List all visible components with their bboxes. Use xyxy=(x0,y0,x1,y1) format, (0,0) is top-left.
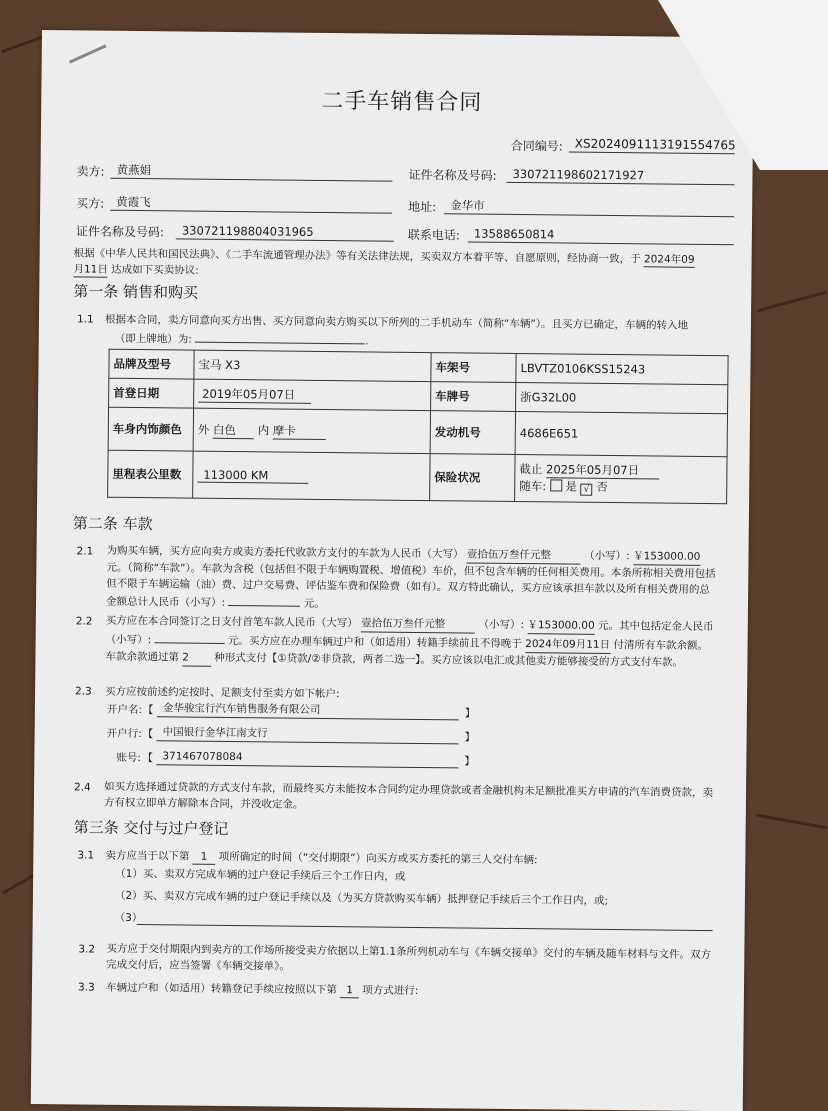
brand-value: 宝马 X3 xyxy=(194,350,431,381)
phone-label: 联系电话: xyxy=(407,227,460,243)
checkbox-no-checked[interactable]: √ xyxy=(580,484,592,496)
mileage-label: 里程表公里数 xyxy=(108,450,193,498)
reg-date-value: 2019年05月07日 xyxy=(198,385,311,403)
payment-method-number: 2 xyxy=(182,650,211,667)
color-exterior: 白色 xyxy=(213,421,254,438)
intro-text-b: 达成如下买卖协议: xyxy=(111,263,199,277)
transfer-option-number: 1 xyxy=(340,983,359,998)
clause-2-2 xyxy=(105,613,716,672)
final-payment-date: 2024年09月11日 xyxy=(525,636,610,654)
seller-id: 330721198602171927 xyxy=(506,167,734,185)
clause-2-2-b: 元。其中包括定金人民币（小写）: xyxy=(105,619,714,647)
account-number: 371467078084 xyxy=(156,749,458,768)
engine-label: 发动机号 xyxy=(430,411,515,455)
staple xyxy=(69,44,107,63)
clause-2-1-a: 为购买车辆，买方应向卖方或卖方委托代收款方支付的车款为人民币（大写） xyxy=(106,544,464,561)
clause-3-3-b: 项方式进行: xyxy=(362,984,419,997)
transfer-location-blank xyxy=(195,330,365,345)
total-amount-blank xyxy=(228,593,300,607)
price-small-label-2-2: （小写）: xyxy=(478,618,525,632)
clause-2-1-c: 元。 xyxy=(303,597,325,610)
phone: 13588650814 xyxy=(468,226,734,245)
clause-2-2-d: 付清所有车款余额。车款余款通过第 xyxy=(105,639,709,664)
vehicle-table xyxy=(107,349,729,504)
clause-3-3-a: 车辆过户和（如适用）转籍登记手续应按照以下第 xyxy=(105,981,338,997)
reg-date-label: 首登日期 xyxy=(109,378,194,408)
clause-2-1-num: 2.1 xyxy=(76,545,94,558)
clause-2-1 xyxy=(106,543,717,616)
price-amount-2-1: ￥153000.00 xyxy=(633,548,700,566)
insurance-with-label: 随车: xyxy=(519,479,547,494)
seller-label: 卖方: xyxy=(76,164,105,179)
contract-no-label: 合同编号: xyxy=(510,138,563,154)
clause-2-2-c: 元。买方应在办理车辆过户和（如适用）转籍手续前且不得晚于 xyxy=(227,634,522,651)
buyer-name: 黄霞飞 xyxy=(110,195,392,214)
clause-3-2-text: 买方应于交付期限内到卖方的工作场所接受卖方依据以上第1.1条所列机动车与《车辆交接单》交付的车辆及随车材料与文件。双方完成交付后，应当签署《车辆交接单》。 xyxy=(106,942,712,973)
buyer-label: 买方: xyxy=(76,196,105,211)
intro-date-a: 2024年09 xyxy=(643,253,695,266)
clause-3-1-num: 3.1 xyxy=(77,849,95,862)
account-bank: 中国银行金华江南支行 xyxy=(157,725,459,744)
account-bank-label: 开户行: xyxy=(106,727,142,741)
clause-1-1-line1: 根据本合同，卖方同意向买方出售、买方同意向卖方购买以下所列的二手机动车（简称“车辆”）。且买方已确定，车辆的转入地 xyxy=(104,313,689,332)
brand-label: 品牌及型号 xyxy=(109,349,194,379)
color-exterior-label: 外 xyxy=(197,422,210,437)
account-name-label: 开户名: xyxy=(106,703,142,717)
insurance-with-car-row xyxy=(519,478,722,497)
engine-value: 4686E651 xyxy=(515,411,727,456)
clause-2-4-num: 2.4 xyxy=(74,781,91,794)
insurance-until-row xyxy=(519,461,722,480)
delivery-option-1: （1）买、卖双方完成车辆的过户登记手续后三个工作日内，或 xyxy=(115,867,406,883)
checkbox-yes[interactable] xyxy=(550,479,562,491)
article-1-title: 第一条 销售和购买 xyxy=(73,282,199,302)
vin-value: LBVTZ0106KSS15243 xyxy=(516,353,728,384)
color-label: 车身内饰颜色 xyxy=(108,407,193,451)
clause-2-1-b: 元。（简称“车款”）。车款为含税（包括但不限于车辆购置税、增值税）车价，但不包含车辆的任何相关费用。本条所称相关费用包括但不限于车辆运输（油）费、过户交易费、评估鉴车费和保险费（如有）。双方特此确认，买方应该承担车款以及所有相关费用的总金额总计人民币（小写）: xyxy=(105,561,716,609)
insurance-yes: 是 xyxy=(565,479,578,494)
clause-2-3-num: 2.3 xyxy=(75,685,92,698)
insurance-until-label: 截止 xyxy=(519,462,543,477)
clause-2-2-e: 种形式支付【①贷款/②非贷款，两者二选一】。买方应该以电汇或其他卖方能够接受的方式支付车款。 xyxy=(214,651,683,669)
plate-value: 浙G32L00 xyxy=(516,382,728,413)
clause-1-1-text: （即上牌地）为: xyxy=(114,332,192,346)
price-amount-2-2: ￥153000.00 xyxy=(527,617,594,635)
intro-text-a: 根据《中华人民共和国民法典》、《二手车流通管理办法》等有关法律法规，买卖双方本着平等、自愿原则，经协商一致，于 xyxy=(73,247,641,266)
color-cell xyxy=(193,408,430,453)
insurance-label: 保险状况 xyxy=(430,454,515,502)
insurance-cell xyxy=(515,454,727,503)
address-label: 地址: xyxy=(408,199,437,215)
deposit-blank xyxy=(154,630,224,644)
article-2-title: 第二条 车款 xyxy=(72,514,153,534)
account-number-label: 账号: xyxy=(116,751,141,765)
article-3-title: 第三条 交付与过户登记 xyxy=(73,818,229,838)
insurance-no: 否 xyxy=(596,479,608,494)
intro-line-2 xyxy=(73,262,198,278)
clause-2-3-text: 买方应按前述约定按时、足额支付至卖方如下帐户: xyxy=(105,685,340,701)
vin-label: 车架号 xyxy=(431,353,516,383)
clause-2-4-text: 如买方选择通过贷款的方式支付车款，而最终买方未能按本合同约定办理贷款或者金融机构未足额批准买方申请的汽车消费贷款，卖方有权立即单方解除本合同，并没收定金。 xyxy=(103,780,714,811)
buyer-id: 330721198804031965 xyxy=(176,223,394,241)
mileage-cell xyxy=(193,451,430,500)
clause-3-1-a: 卖方应当于以下第 xyxy=(105,849,190,863)
delivery-option-3-blank xyxy=(137,909,713,931)
clause-3-2-num: 3.2 xyxy=(78,943,96,956)
buyer-id-label: 证件名称及号码: xyxy=(75,224,165,240)
clause-3-3-num: 3.3 xyxy=(77,981,95,994)
clause-3-3-line xyxy=(106,981,419,999)
price-upper-2-2: 壹拾伍万叁仟元整 xyxy=(361,615,475,633)
bracket-right-3: 】 xyxy=(464,755,475,768)
delivery-option-number: 1 xyxy=(193,850,216,865)
clause-2-2-a: 买方应在本合同签订之日支付首笔车款人民币（大写） xyxy=(105,614,358,630)
seller-id-label: 证件名称及号码: xyxy=(408,167,497,183)
color-interior-label: 内 xyxy=(257,422,270,437)
bracket-right-1: 】 xyxy=(464,707,476,720)
contract-page xyxy=(31,30,754,1111)
clause-1-1-line2: （即上牌地）为: . xyxy=(115,329,369,349)
mileage-value: 113000 KM xyxy=(197,467,308,483)
address: 金华市 xyxy=(444,198,734,217)
reg-date-cell xyxy=(194,379,431,410)
bracket-right-2: 】 xyxy=(464,731,476,744)
clause-1-1-num: 1.1 xyxy=(76,313,94,326)
account-name: 金华骏宝行汽车销售服务有限公司 xyxy=(157,701,459,720)
seller-name: 黄燕娟 xyxy=(110,163,392,182)
contract-no: XS2024091113191554765 xyxy=(569,137,735,155)
delivery-option-3: （3） xyxy=(114,911,143,925)
price-small-label-2-1: （小写）: xyxy=(584,549,630,563)
bracket-left-1: 【 xyxy=(142,704,154,717)
price-upper-2-1: 壹拾伍万叁仟元整 xyxy=(467,546,581,564)
contract-title: 二手车销售合同 xyxy=(321,88,483,116)
bracket-left-2: 【 xyxy=(142,728,154,741)
color-interior: 摩卡 xyxy=(273,422,326,440)
clause-3-1-b: 项所确定的时间（“交付期限”）向买方或买方委托的第三人交付车辆: xyxy=(218,850,538,867)
insurance-until: 2025年05月07日 xyxy=(546,461,659,479)
plate-label: 车牌号 xyxy=(431,382,516,412)
clause-3-1-line xyxy=(105,849,537,869)
delivery-option-2: （2）买、卖双方完成车辆的过户登记手续以及（为买方贷款购买车辆）抵押登记手续后三个工作日内，或; xyxy=(114,889,609,907)
clause-2-2-num: 2.2 xyxy=(75,615,93,628)
bracket-left-3: 【 xyxy=(142,752,153,765)
intro-date-b: 月11日 xyxy=(73,263,108,276)
